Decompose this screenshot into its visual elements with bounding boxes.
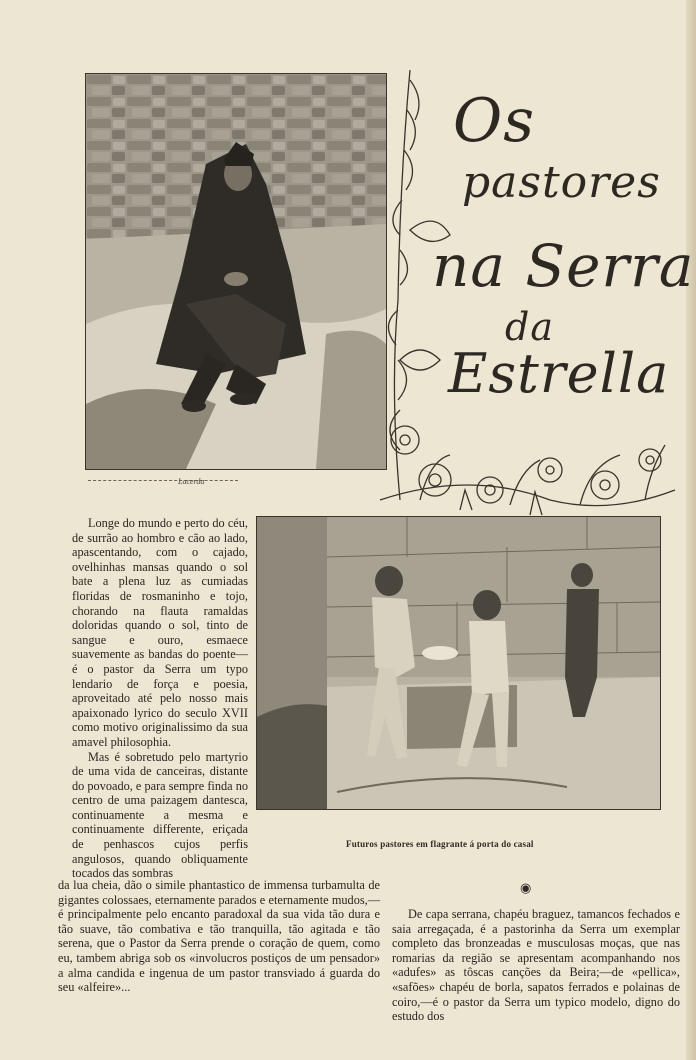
caption-rule bbox=[88, 480, 238, 481]
paragraph: Longe do mundo e perto do céu, de surrão ao hombro e cão ao lado, apascentando, com o cajado, ovelhinhas mansas quando o sol bate a plena luz as cumiadas floridas de rosmaninho e tojo, chorando na flauta ramaldas doloridas quando o sol, tinto de sangue e ouro, esmaece suavemente as bandas do poente—é o pastor da Serra um typo lendario de força e poesia, aproveitado até pelo nosso mais apaixonado lyrico do seculo XVII como motivo originalissimo da sua amavel philosophia. bbox=[72, 516, 248, 749]
article-column-wide bbox=[58, 878, 380, 995]
paragraph: Mas é sobretudo pelo martyrio de uma vida de canceiras, distante do povoado, e para sempre finda no centro de uma paizagem dantesca, continuamente a mesma e continuamente differente, eriçada de penhascos cujos perfis angulosos, quando obliquamente tocados das sombras bbox=[72, 749, 248, 881]
page-edge bbox=[686, 0, 696, 1060]
title-estrella: Estrella bbox=[448, 342, 670, 405]
photo-caption: Futuros pastores em flagrante á porta do casal bbox=[346, 839, 534, 849]
title-da: da bbox=[505, 305, 554, 349]
section-ornament: ◉ bbox=[520, 880, 532, 895]
title-pastores: pastores bbox=[462, 157, 661, 208]
paragraph: da lua cheia, dão o simile phantastico de immensa turbamulta de gigantes colossaes, eternamente parados e eternamente mudos,—é principalmente pelo encanto paradoxal da sua vida tão dura e tão suave, tão combativa e tão tranquilla, tão agitada e tão serena, que o Pastor da Serra prende o coração de quem, como eu, tambem abriga sob os «involucros postiços de um pensador» a alma candida e ingenua de um pastor transviado á guarda do seu «alfeire»... bbox=[58, 878, 380, 995]
paragraph: De capa serrana, chapéu braguez, tamancos fechados e saia arregaçada, é a pastorinha da Serra um exemplar completo das bronzeadas e musculosas moças, que nas romarias da região se apresentam acompanhando nos «adufes» as tôscas canções da Beira;—de «pellica», «safões» chapéu de borla, sapatos ferrados e polainas de coiro,—é o pastor da Serra um typico modelo, digno do estudo dos bbox=[392, 907, 680, 1024]
article-column-right bbox=[392, 907, 680, 1024]
article-column-left bbox=[72, 516, 248, 881]
photo-future-shepherds bbox=[256, 516, 661, 810]
title-na-serra: na Serra bbox=[432, 232, 695, 300]
photographer-signature: Lacerda bbox=[178, 477, 205, 486]
title-os: Os bbox=[453, 86, 535, 156]
photo-old-shepherd bbox=[85, 73, 387, 470]
